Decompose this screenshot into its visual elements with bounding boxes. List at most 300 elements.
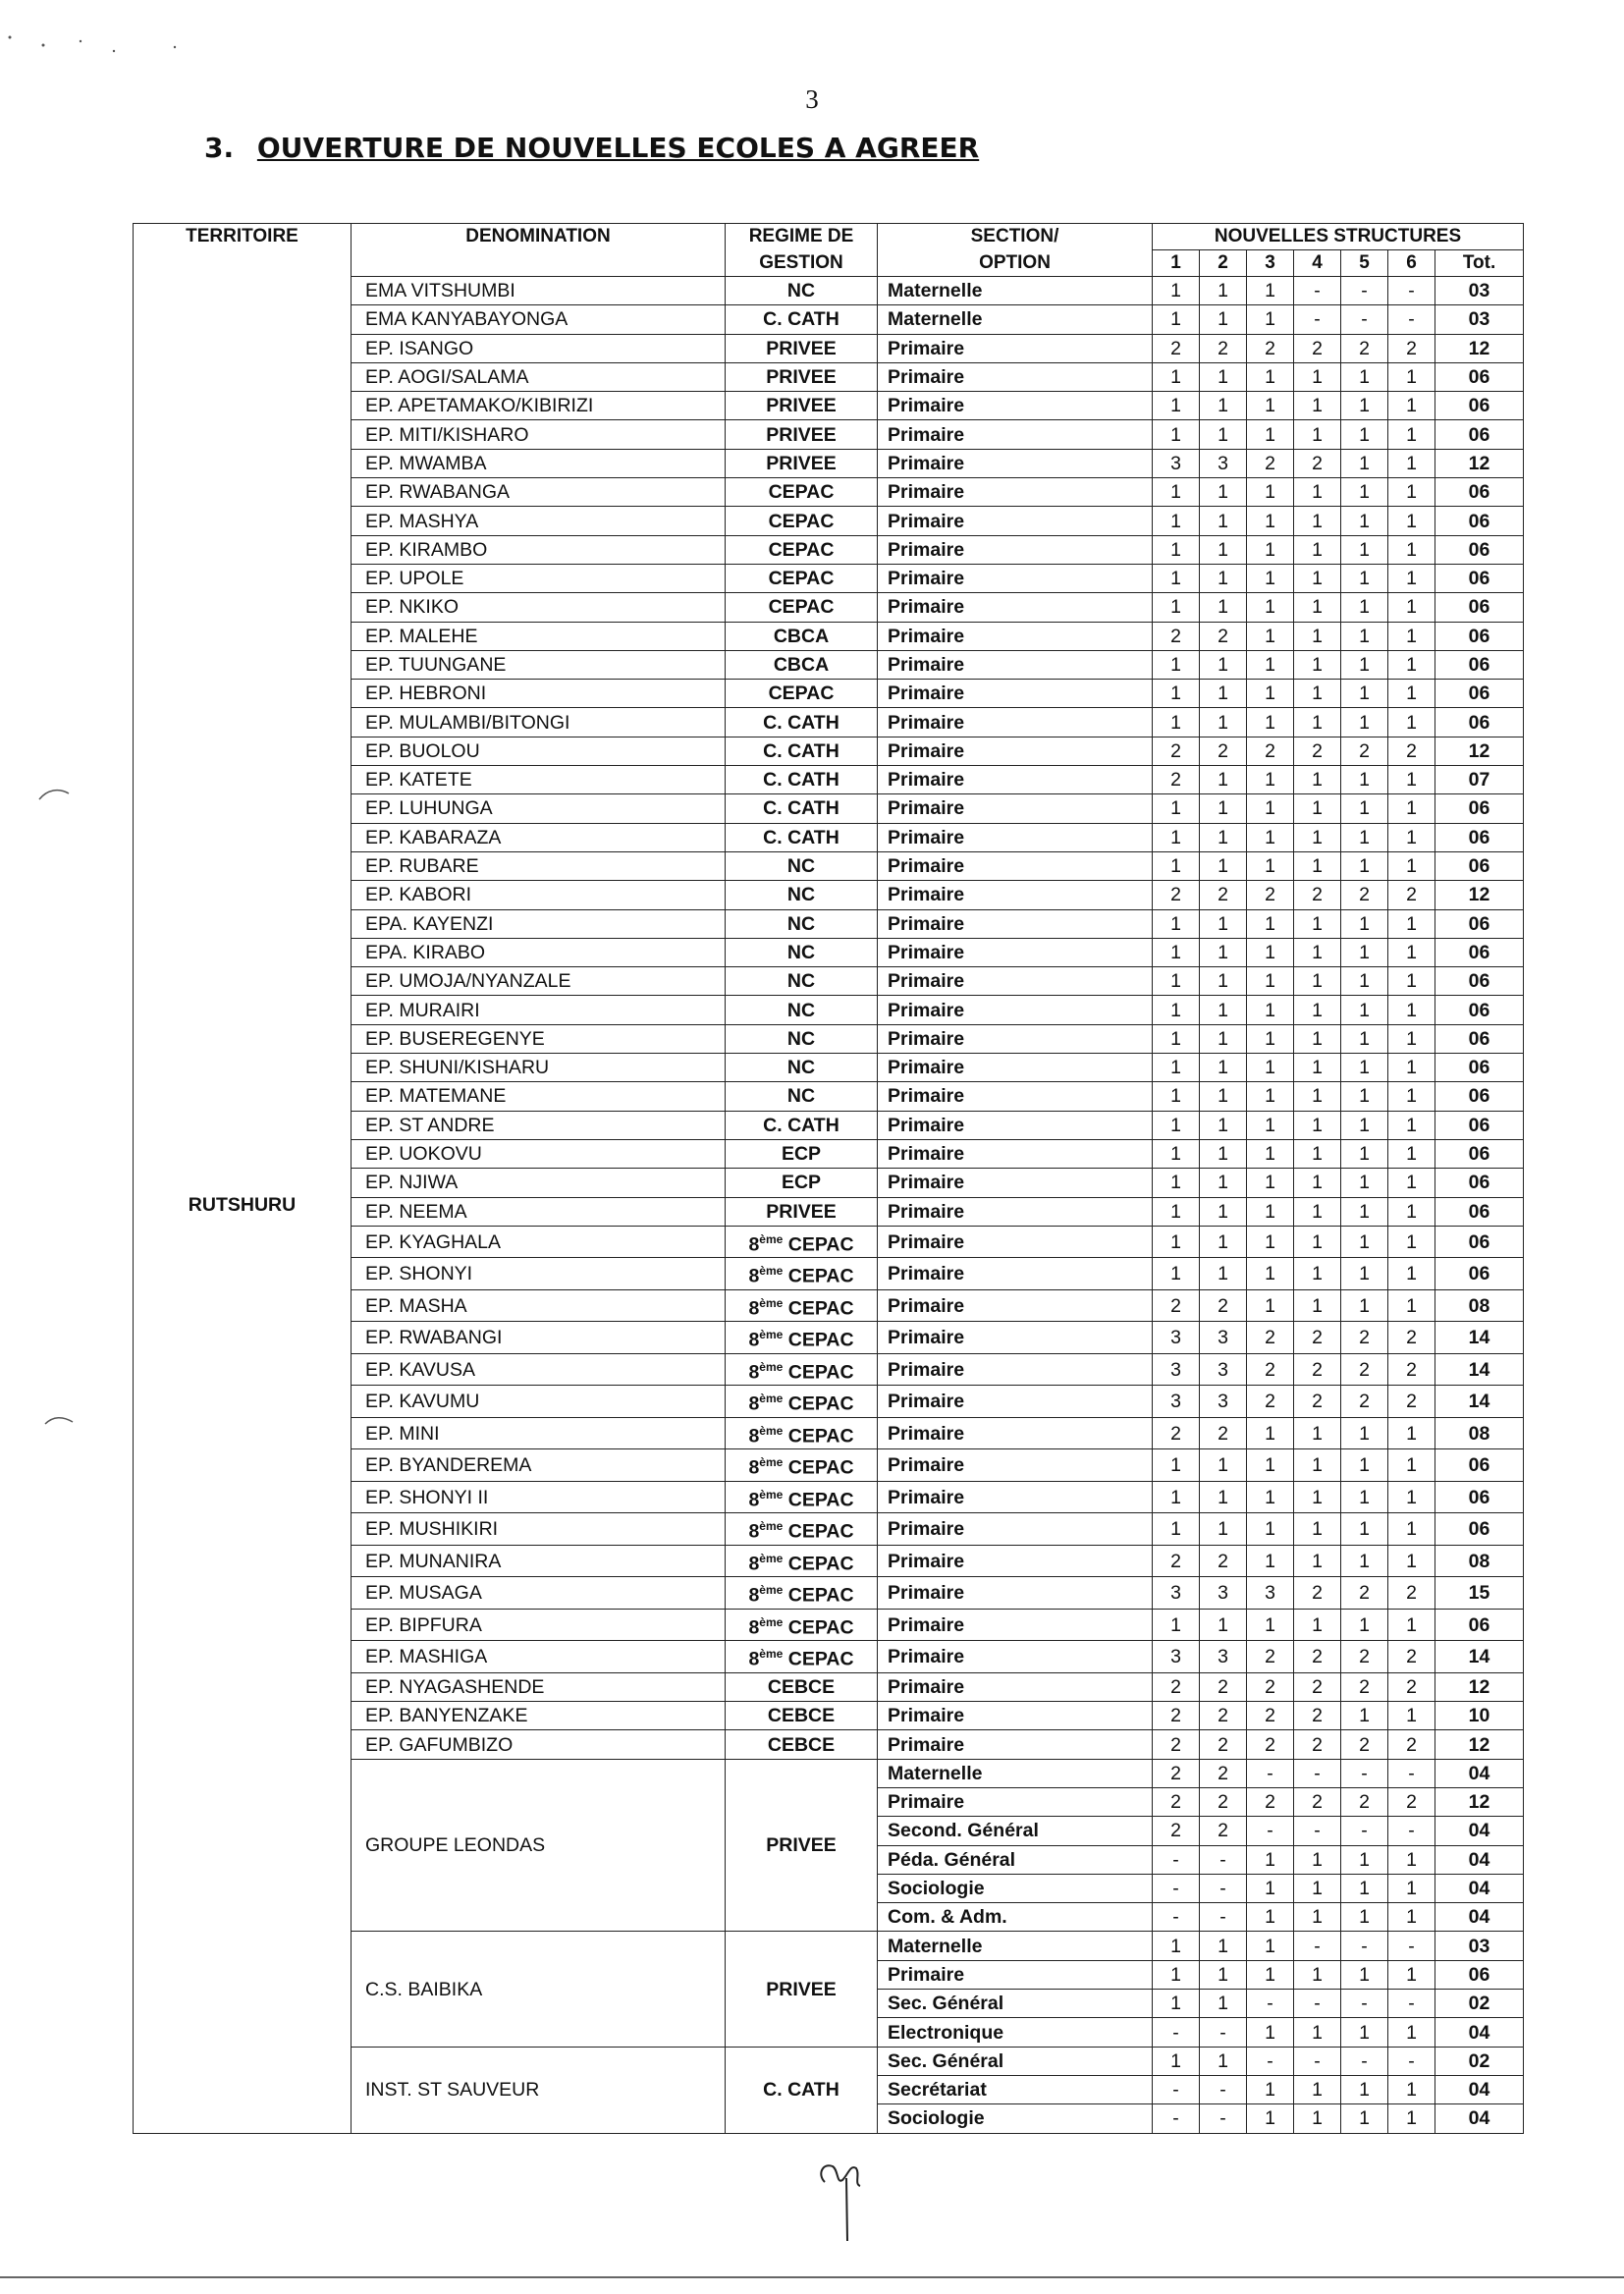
count-cell: 3 (1153, 449, 1200, 477)
heading-number: 3. (204, 132, 235, 164)
regime-cell: 8ème CEPAC (726, 1577, 878, 1610)
count-cell: 1 (1200, 1111, 1247, 1139)
denomination-cell: EP. UMOJA/NYANZALE (352, 967, 726, 996)
denomination-cell: EP. KABORI (352, 881, 726, 909)
count-cell: 1 (1341, 1845, 1388, 1874)
count-cell: 1 (1153, 1169, 1200, 1197)
count-cell: 2 (1200, 1759, 1247, 1787)
count-cell: - (1341, 1932, 1388, 1960)
count-cell: 1 (1341, 650, 1388, 679)
count-cell: 1 (1341, 1481, 1388, 1513)
header-nouvelles-structures: NOUVELLES STRUCTURES (1153, 224, 1524, 250)
count-cell: 1 (1153, 507, 1200, 535)
section-cell: Primaire (878, 881, 1153, 909)
count-cell: 2 (1153, 881, 1200, 909)
count-cell: 1 (1200, 938, 1247, 966)
section-cell: Primaire (878, 1139, 1153, 1168)
count-cell: 1 (1294, 420, 1341, 449)
count-cell: 1 (1294, 1417, 1341, 1449)
count-cell: 1 (1153, 2047, 1200, 2075)
count-cell: 2 (1200, 1672, 1247, 1701)
denomination-cell: EPA. KIRABO (352, 938, 726, 966)
count-cell: 2 (1153, 766, 1200, 794)
denomination-cell: EP. MULAMBI/BITONGI (352, 708, 726, 737)
header-col-tot: Tot. (1435, 250, 1524, 277)
total-cell: 06 (1435, 794, 1524, 823)
regime-cell: C. CATH (726, 1111, 878, 1139)
total-cell: 06 (1435, 478, 1524, 507)
group-regime-cell: PRIVEE (726, 1932, 878, 2047)
total-cell: 06 (1435, 564, 1524, 592)
section-cell: Primaire (878, 420, 1153, 449)
count-cell: 1 (1200, 392, 1247, 420)
section-cell: Primaire (878, 1449, 1153, 1482)
regime-cell: 8ème CEPAC (726, 1481, 878, 1513)
regime-cell: PRIVEE (726, 334, 878, 362)
count-cell: 1 (1341, 420, 1388, 449)
total-cell: 03 (1435, 1932, 1524, 1960)
count-cell: 2 (1388, 1787, 1435, 1816)
count-cell: 2 (1247, 1353, 1294, 1386)
count-cell: 1 (1294, 392, 1341, 420)
count-cell: 2 (1294, 449, 1341, 477)
count-cell: 1 (1200, 507, 1247, 535)
denomination-cell: EP. UOKOVU (352, 1139, 726, 1168)
count-cell: 1 (1247, 1417, 1294, 1449)
count-cell: 1 (1341, 2075, 1388, 2103)
count-cell: 1 (1341, 2104, 1388, 2133)
count-cell: 2 (1247, 449, 1294, 477)
denomination-cell: EP. UPOLE (352, 564, 726, 592)
regime-cell: C. CATH (726, 766, 878, 794)
regime-cell: ECP (726, 1139, 878, 1168)
regime-cell: CBCA (726, 622, 878, 650)
count-cell: 1 (1341, 1903, 1388, 1932)
count-cell: 1 (1388, 1609, 1435, 1641)
header-col-2: 2 (1200, 250, 1247, 277)
count-cell: 1 (1388, 1481, 1435, 1513)
count-cell: 1 (1341, 535, 1388, 564)
handwritten-initials (815, 2155, 874, 2243)
count-cell: - (1341, 1817, 1388, 1845)
count-cell: 1 (1247, 593, 1294, 622)
header-section-1: SECTION/ (878, 224, 1153, 250)
section-cell: Primaire (878, 1960, 1153, 1989)
count-cell: 1 (1153, 1481, 1200, 1513)
count-cell: 2 (1341, 334, 1388, 362)
section-cell: Primaire (878, 1111, 1153, 1139)
section-cell: Sociologie (878, 1874, 1153, 1902)
count-cell: 1 (1294, 564, 1341, 592)
regime-cell: 8ème CEPAC (726, 1258, 878, 1290)
regime-cell: PRIVEE (726, 449, 878, 477)
denomination-cell: EP. GAFUMBIZO (352, 1730, 726, 1759)
denomination-cell: EP. MUSHIKIRI (352, 1513, 726, 1546)
count-cell: 1 (1153, 1960, 1200, 1989)
total-cell: 08 (1435, 1289, 1524, 1322)
denomination-cell: EP. KATETE (352, 766, 726, 794)
count-cell: 1 (1341, 766, 1388, 794)
count-cell: 1 (1388, 2018, 1435, 2047)
regime-cell: CEPAC (726, 593, 878, 622)
count-cell: 1 (1247, 1481, 1294, 1513)
group-regime-cell: PRIVEE (726, 1759, 878, 1932)
count-cell: 1 (1388, 564, 1435, 592)
count-cell: 1 (1341, 1874, 1388, 1902)
count-cell: 1 (1200, 1139, 1247, 1168)
denomination-cell: EP. APETAMAKO/KIBIRIZI (352, 392, 726, 420)
count-cell: 2 (1153, 1817, 1200, 1845)
count-cell: 2 (1200, 1730, 1247, 1759)
count-cell: 1 (1388, 392, 1435, 420)
count-cell: 1 (1247, 967, 1294, 996)
count-cell: 2 (1388, 1353, 1435, 1386)
section-cell: Primaire (878, 766, 1153, 794)
regime-cell: C. CATH (726, 737, 878, 765)
count-cell: 1 (1341, 708, 1388, 737)
count-cell: 1 (1388, 2075, 1435, 2103)
regime-cell: CEPAC (726, 535, 878, 564)
count-cell: 1 (1153, 593, 1200, 622)
count-cell: 2 (1388, 1641, 1435, 1673)
count-cell: - (1200, 1903, 1247, 1932)
section-cell: Primaire (878, 507, 1153, 535)
denomination-cell: EMA VITSHUMBI (352, 277, 726, 305)
count-cell: 1 (1341, 1960, 1388, 1989)
count-cell: 2 (1247, 334, 1294, 362)
count-cell: 2 (1247, 1641, 1294, 1673)
count-cell: - (1247, 1990, 1294, 2018)
count-cell: - (1388, 1990, 1435, 2018)
count-cell: 2 (1153, 737, 1200, 765)
count-cell: 1 (1341, 1513, 1388, 1546)
count-cell: 1 (1294, 938, 1341, 966)
count-cell: 2 (1200, 1817, 1247, 1845)
count-cell: 1 (1247, 2104, 1294, 2133)
count-cell: 1 (1341, 1054, 1388, 1082)
count-cell: 1 (1247, 564, 1294, 592)
total-cell: 06 (1435, 1960, 1524, 1989)
total-cell: 14 (1435, 1641, 1524, 1673)
count-cell: 2 (1388, 1730, 1435, 1759)
count-cell: 1 (1200, 2047, 1247, 2075)
section-cell: Primaire (878, 794, 1153, 823)
count-cell: 1 (1294, 1226, 1341, 1258)
regime-cell: CEPAC (726, 507, 878, 535)
total-cell: 06 (1435, 823, 1524, 851)
regime-cell: ECP (726, 1169, 878, 1197)
denomination-cell: EP. BANYENZAKE (352, 1702, 726, 1730)
section-cell: Primaire (878, 1702, 1153, 1730)
count-cell: 1 (1200, 1024, 1247, 1053)
denomination-cell: EP. SHONYI (352, 1258, 726, 1290)
count-cell: 1 (1247, 938, 1294, 966)
count-cell: 1 (1153, 305, 1200, 334)
count-cell: 1 (1153, 1258, 1200, 1290)
count-cell: 1 (1388, 1169, 1435, 1197)
scan-edge-line (0, 2276, 1624, 2278)
count-cell: 2 (1341, 737, 1388, 765)
count-cell: 1 (1247, 305, 1294, 334)
denomination-cell: EP. BUSEREGENYE (352, 1024, 726, 1053)
section-cell: Secrétariat (878, 2075, 1153, 2103)
count-cell: 1 (1294, 1481, 1341, 1513)
count-cell: 2 (1294, 881, 1341, 909)
count-cell: 1 (1388, 593, 1435, 622)
count-cell: 1 (1153, 1609, 1200, 1641)
section-cell: Primaire (878, 593, 1153, 622)
count-cell: 1 (1341, 2018, 1388, 2047)
count-cell: 1 (1247, 794, 1294, 823)
total-cell: 06 (1435, 593, 1524, 622)
section-cell: Electronique (878, 2018, 1153, 2047)
count-cell: 2 (1247, 1322, 1294, 1354)
count-cell: 1 (1247, 1082, 1294, 1111)
total-cell: 06 (1435, 708, 1524, 737)
territoire-cell: RUTSHURU (134, 277, 352, 2134)
section-cell: Primaire (878, 1787, 1153, 1816)
count-cell: - (1153, 2018, 1200, 2047)
total-cell: 15 (1435, 1577, 1524, 1610)
count-cell: 1 (1388, 823, 1435, 851)
count-cell: - (1294, 277, 1341, 305)
count-cell: 1 (1388, 1054, 1435, 1082)
count-cell: 1 (1294, 1609, 1341, 1641)
total-cell: 06 (1435, 909, 1524, 938)
count-cell: 1 (1247, 1289, 1294, 1322)
count-cell: 1 (1341, 823, 1388, 851)
count-cell: 3 (1153, 1577, 1200, 1610)
count-cell: 1 (1341, 794, 1388, 823)
count-cell: 1 (1294, 967, 1341, 996)
count-cell: 2 (1153, 1417, 1200, 1449)
count-cell: 1 (1200, 680, 1247, 708)
total-cell: 06 (1435, 1024, 1524, 1053)
section-cell: Maternelle (878, 305, 1153, 334)
count-cell: 2 (1247, 1787, 1294, 1816)
count-cell: 1 (1247, 708, 1294, 737)
total-cell: 08 (1435, 1545, 1524, 1577)
total-cell: 06 (1435, 362, 1524, 391)
section-cell: Primaire (878, 535, 1153, 564)
total-cell: 12 (1435, 334, 1524, 362)
regime-cell: CEBCE (726, 1702, 878, 1730)
section-cell: Primaire (878, 478, 1153, 507)
count-cell: - (1247, 1817, 1294, 1845)
section-cell: Primaire (878, 362, 1153, 391)
total-cell: 06 (1435, 650, 1524, 679)
count-cell: 1 (1247, 1111, 1294, 1139)
count-cell: 2 (1294, 1353, 1341, 1386)
count-cell: 1 (1341, 362, 1388, 391)
count-cell: 1 (1247, 996, 1294, 1024)
total-cell: 06 (1435, 1513, 1524, 1546)
count-cell: 1 (1200, 564, 1247, 592)
count-cell: 1 (1200, 708, 1247, 737)
section-cell: Primaire (878, 680, 1153, 708)
section-cell: Primaire (878, 1672, 1153, 1701)
count-cell: 1 (1200, 1481, 1247, 1513)
count-cell: 1 (1247, 1932, 1294, 1960)
total-cell: 14 (1435, 1353, 1524, 1386)
regime-cell: NC (726, 881, 878, 909)
count-cell: 1 (1294, 794, 1341, 823)
count-cell: 1 (1294, 851, 1341, 880)
regime-cell: 8ème CEPAC (726, 1289, 878, 1322)
denomination-cell: EP. MURAIRI (352, 996, 726, 1024)
group-denomination-cell: C.S. BAIBIKA (352, 1932, 726, 2047)
count-cell: 1 (1200, 1226, 1247, 1258)
count-cell: 1 (1247, 1449, 1294, 1482)
count-cell: 1 (1341, 1082, 1388, 1111)
count-cell: - (1200, 1874, 1247, 1902)
group-regime-cell: C. CATH (726, 2047, 878, 2133)
count-cell: 1 (1247, 362, 1294, 391)
total-cell: 04 (1435, 1874, 1524, 1902)
count-cell: 1 (1388, 449, 1435, 477)
header-col-6: 6 (1388, 250, 1435, 277)
count-cell: 1 (1341, 938, 1388, 966)
count-cell: 1 (1388, 535, 1435, 564)
count-cell: 2 (1341, 1353, 1388, 1386)
count-cell: 1 (1388, 1702, 1435, 1730)
count-cell: 1 (1294, 1449, 1341, 1482)
count-cell: 1 (1247, 420, 1294, 449)
total-cell: 06 (1435, 507, 1524, 535)
count-cell: 1 (1247, 1609, 1294, 1641)
count-cell: 3 (1153, 1353, 1200, 1386)
count-cell: 1 (1294, 1513, 1341, 1546)
total-cell: 03 (1435, 277, 1524, 305)
count-cell: 1 (1388, 362, 1435, 391)
heading-title: OUVERTURE DE NOUVELLES ECOLES A AGREER (256, 132, 980, 164)
count-cell: 1 (1200, 1054, 1247, 1082)
count-cell: 1 (1247, 1258, 1294, 1290)
count-cell: 2 (1200, 1702, 1247, 1730)
section-cell: Primaire (878, 1054, 1153, 1082)
count-cell: 2 (1294, 737, 1341, 765)
denomination-cell: EP. NEEMA (352, 1197, 726, 1226)
count-cell: 1 (1294, 478, 1341, 507)
count-cell: - (1294, 305, 1341, 334)
count-cell: 1 (1341, 1169, 1388, 1197)
count-cell: 1 (1294, 507, 1341, 535)
count-cell: 1 (1294, 1139, 1341, 1168)
regime-cell: NC (726, 1082, 878, 1111)
count-cell: 1 (1200, 1990, 1247, 2018)
total-cell: 06 (1435, 851, 1524, 880)
count-cell: 1 (1200, 535, 1247, 564)
count-cell: 2 (1200, 1417, 1247, 1449)
count-cell: 1 (1341, 1289, 1388, 1322)
denomination-cell: EP. BYANDEREMA (352, 1449, 726, 1482)
count-cell: 1 (1153, 1990, 1200, 2018)
total-cell: 12 (1435, 1730, 1524, 1759)
header-regime-2: GESTION (726, 250, 878, 277)
count-cell: 2 (1247, 1730, 1294, 1759)
count-cell: 1 (1388, 1111, 1435, 1139)
denomination-cell: EP. SHONYI II (352, 1481, 726, 1513)
count-cell: 1 (1153, 794, 1200, 823)
count-cell: 2 (1294, 334, 1341, 362)
regime-cell: 8ème CEPAC (726, 1353, 878, 1386)
count-cell: 1 (1388, 2104, 1435, 2133)
regime-cell: 8ème CEPAC (726, 1417, 878, 1449)
margin-mark (37, 786, 71, 801)
header-col-4: 4 (1294, 250, 1341, 277)
count-cell: 1 (1294, 362, 1341, 391)
count-cell: 1 (1341, 507, 1388, 535)
count-cell: 1 (1153, 1932, 1200, 1960)
denomination-cell: EP. ISANGO (352, 334, 726, 362)
count-cell: 1 (1153, 1111, 1200, 1139)
total-cell: 06 (1435, 1082, 1524, 1111)
header-denomination: DENOMINATION (352, 224, 726, 277)
denomination-cell: EP. KABARAZA (352, 823, 726, 851)
regime-cell: 8ème CEPAC (726, 1386, 878, 1418)
regime-cell: 8ème CEPAC (726, 1609, 878, 1641)
count-cell: 1 (1153, 362, 1200, 391)
count-cell: 1 (1294, 766, 1341, 794)
count-cell: 1 (1341, 909, 1388, 938)
count-cell: - (1388, 305, 1435, 334)
count-cell: 2 (1247, 1386, 1294, 1418)
total-cell: 06 (1435, 392, 1524, 420)
denomination-cell: EP. KYAGHALA (352, 1226, 726, 1258)
count-cell: 1 (1388, 851, 1435, 880)
count-cell: 1 (1247, 1054, 1294, 1082)
count-cell: 2 (1200, 737, 1247, 765)
count-cell: 2 (1294, 1322, 1341, 1354)
count-cell: 2 (1153, 1289, 1200, 1322)
count-cell: 1 (1341, 1417, 1388, 1449)
count-cell: 2 (1388, 737, 1435, 765)
count-cell: 3 (1200, 1641, 1247, 1673)
count-cell: 1 (1341, 1545, 1388, 1577)
section-cell: Primaire (878, 1513, 1153, 1546)
count-cell: 1 (1200, 1082, 1247, 1111)
denomination-cell: EP. SHUNI/KISHARU (352, 1054, 726, 1082)
count-cell: 1 (1388, 1845, 1435, 1874)
denomination-cell: EP. MATEMANE (352, 1082, 726, 1111)
count-cell: 1 (1294, 823, 1341, 851)
count-cell: 2 (1341, 1322, 1388, 1354)
regime-cell: 8ème CEPAC (726, 1513, 878, 1546)
total-cell: 03 (1435, 305, 1524, 334)
regime-cell: NC (726, 967, 878, 996)
count-cell: 1 (1247, 1024, 1294, 1053)
count-cell: 1 (1247, 535, 1294, 564)
count-cell: 1 (1388, 708, 1435, 737)
count-cell: - (1341, 1759, 1388, 1787)
count-cell: 1 (1153, 1197, 1200, 1226)
total-cell: 06 (1435, 1054, 1524, 1082)
count-cell: 1 (1341, 680, 1388, 708)
count-cell: 2 (1388, 1322, 1435, 1354)
regime-cell: NC (726, 1054, 878, 1082)
section-cell: Primaire (878, 1353, 1153, 1386)
count-cell: 1 (1153, 1513, 1200, 1546)
count-cell: 1 (1153, 420, 1200, 449)
regime-cell: 8ème CEPAC (726, 1226, 878, 1258)
count-cell: 1 (1247, 2075, 1294, 2103)
count-cell: 1 (1388, 794, 1435, 823)
section-cell: Primaire (878, 1641, 1153, 1673)
total-cell: 06 (1435, 1197, 1524, 1226)
total-cell: 06 (1435, 1139, 1524, 1168)
count-cell: 1 (1341, 1609, 1388, 1641)
section-cell: Sec. Général (878, 1990, 1153, 2018)
